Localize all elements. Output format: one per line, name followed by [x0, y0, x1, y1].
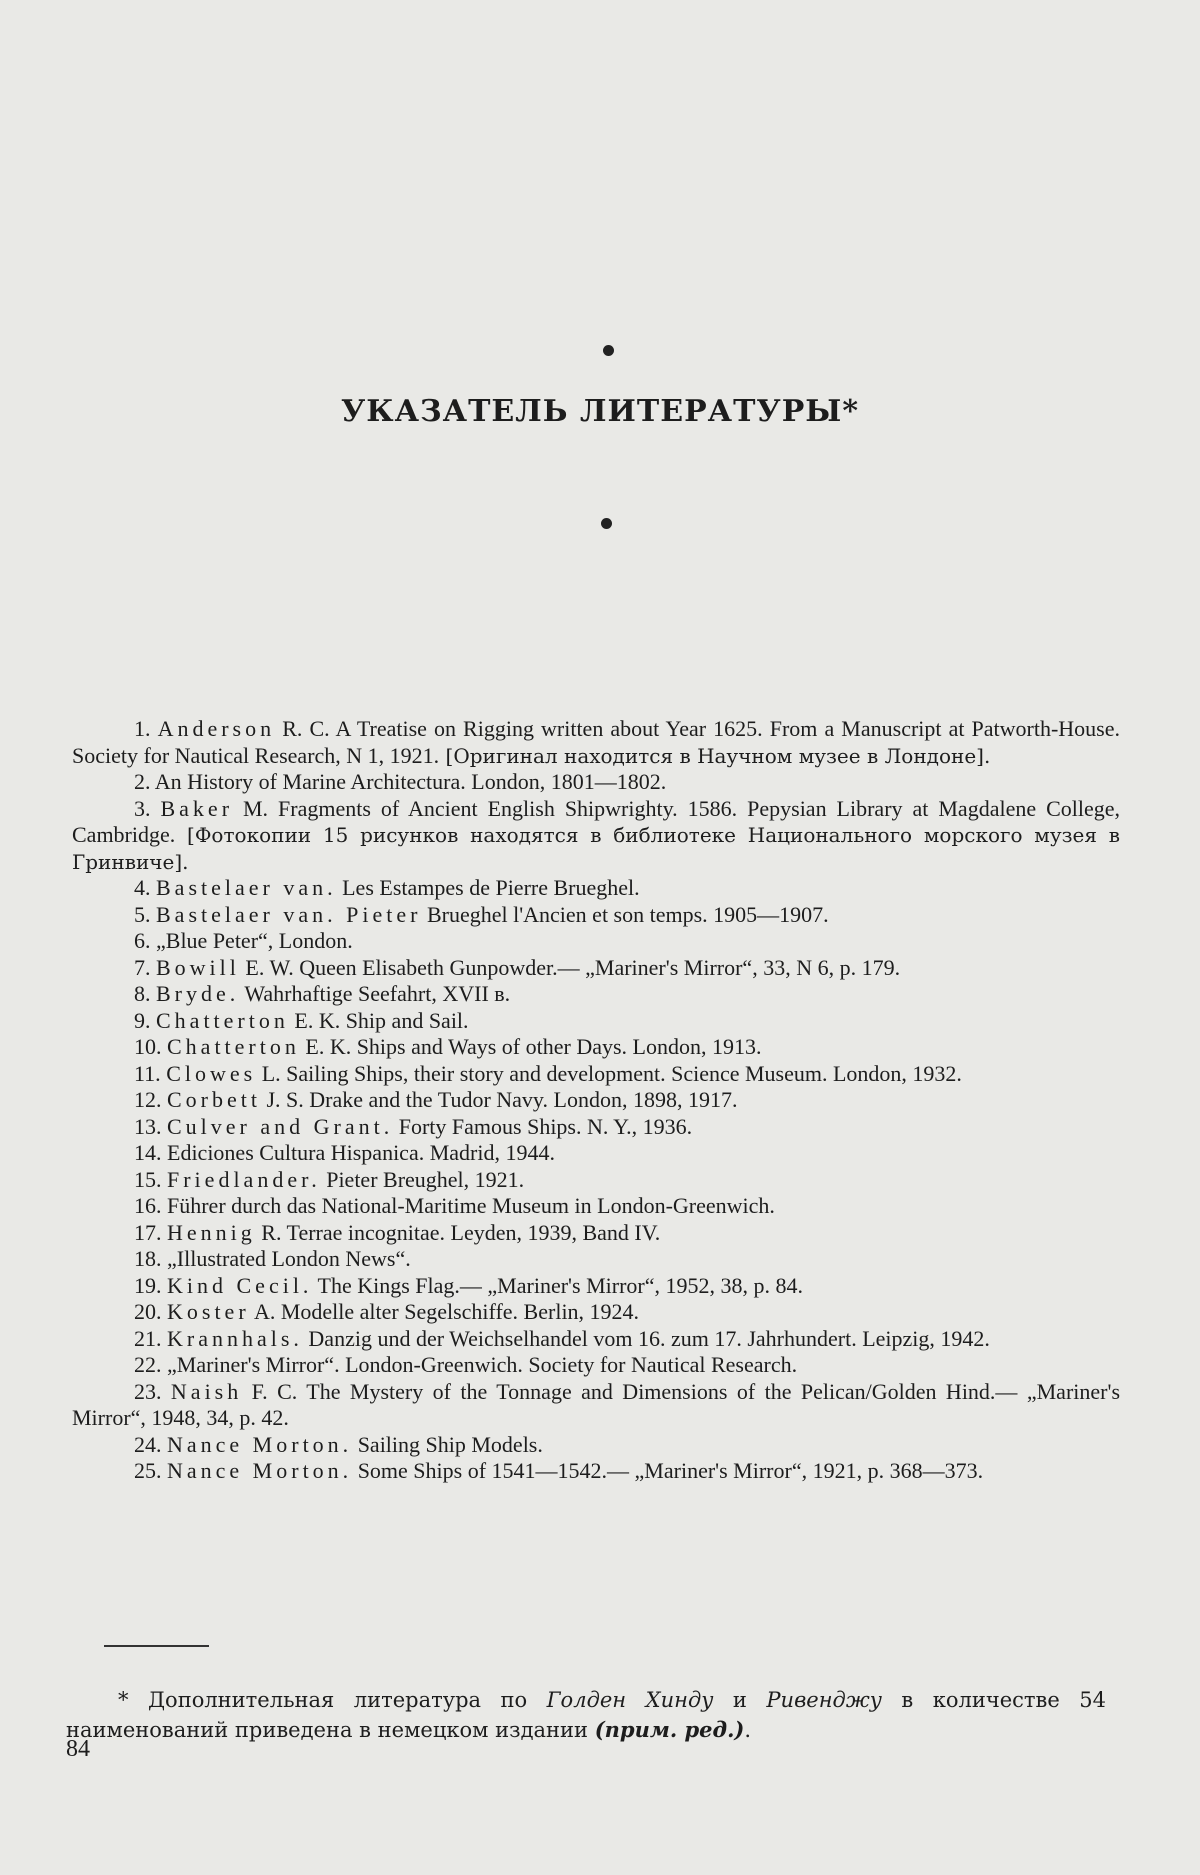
entry-text: An History of Marine Architectura. London, 1801—1802.	[154, 769, 667, 794]
entry-text: E. K. Ship and Sail.	[288, 1007, 469, 1033]
entry-number: 10.	[134, 1034, 162, 1059]
entry-author: Culver and Grant.	[167, 1113, 394, 1139]
entry-text: Führer durch das National-Maritime Museum in London-Greenwich.	[167, 1193, 775, 1218]
entry-author: Chatterton	[167, 1034, 300, 1059]
entry-text: „Mariner's Mirror“. London-Greenwich. Society for Nautical Research.	[167, 1352, 798, 1377]
bibliography-entry	[72, 1008, 1120, 1035]
bibliography-entry	[72, 1167, 1120, 1194]
entry-author: Nance Morton.	[167, 1458, 353, 1483]
entry-number: 20.	[134, 1299, 162, 1324]
entry-number: 24.	[134, 1431, 162, 1457]
footnote-text: .	[744, 1718, 752, 1742]
entry-note: [Оригинал находится в Научном музее в Лондоне].	[439, 743, 991, 768]
bibliography-entry	[72, 1140, 1120, 1167]
entry-text: The Kings Flag.— „Mariner's Mirror“, 1952, 38, p. 84.	[312, 1272, 803, 1298]
bibliography-entry	[72, 1299, 1120, 1326]
entry-author: Bastelaer van.	[156, 875, 337, 900]
entry-text: Ediciones Cultura Hispanica. Madrid, 1944.	[167, 1140, 555, 1165]
bibliography-entry	[72, 981, 1120, 1008]
entry-number: 8.	[134, 981, 151, 1006]
entry-text: Danzig und der Weichselhandel vom 16. zum 17. Jahrhundert. Leipzig, 1942.	[302, 1325, 990, 1351]
bibliography-entry	[72, 955, 1120, 982]
entry-author: Hennig	[167, 1219, 256, 1245]
entry-author: Krannhals.	[167, 1325, 303, 1351]
bibliography-entry	[72, 1220, 1120, 1247]
entry-text: „Blue Peter“, London.	[156, 928, 353, 953]
entry-text: M. Fragments of Ancient English Shipwrighty. 1586. Pepysian Library at Magdalene College, Cambridge.	[72, 795, 1121, 847]
entry-number: 13.	[134, 1113, 162, 1139]
entry-author: Corbett	[167, 1087, 261, 1112]
entry-number: 2.	[134, 769, 151, 794]
entry-text: Les Estampes de Pierre Brueghel.	[336, 875, 640, 900]
entry-text: A. Modelle alter Segelschiffe. Berlin, 1924.	[249, 1299, 640, 1324]
entry-text: Forty Famous Ships. N. Y., 1936.	[393, 1113, 693, 1139]
bibliography-entry	[72, 1114, 1120, 1141]
bibliography-entry	[72, 1273, 1120, 1300]
bibliography-entry	[72, 928, 1120, 955]
entry-number: 5.	[134, 901, 151, 927]
bibliography-entry	[72, 1458, 1120, 1485]
entry-number: 3.	[134, 795, 151, 821]
ornament-dot-top	[603, 345, 614, 356]
bibliography-entry	[72, 875, 1120, 902]
entry-text: „Illustrated London News“.	[167, 1246, 411, 1271]
entry-number: 22.	[134, 1352, 162, 1377]
entry-author: Naish	[170, 1378, 243, 1404]
entry-note: [Фотокопии 15 рисунков находятся в библиотеке Национального морского музея в Гринвиче].	[72, 823, 1120, 874]
bibliography-list	[72, 716, 1120, 1485]
bibliography-entry	[72, 1326, 1120, 1353]
entry-author: Baker	[160, 795, 234, 821]
page-number: 84	[66, 1736, 90, 1762]
entry-author: Bowill	[156, 954, 240, 980]
entry-text: J. S. Drake and the Tudor Navy. London, 1898, 1917.	[261, 1087, 738, 1112]
entry-text: R. Terrae incognitae. Leyden, 1939, Band IV.	[255, 1219, 661, 1245]
entry-number: 4.	[134, 875, 151, 900]
footnote-text: и	[713, 1688, 767, 1712]
entry-number: 25.	[134, 1458, 162, 1483]
bibliography-entry	[72, 1087, 1120, 1114]
entry-author: Koster	[167, 1299, 250, 1324]
entry-text: F. C. The Mystery of the Tonnage and Dimensions of the Pelican/Golden Hind.— „Mariner's Mirror“, 1948, 34, p. 42.	[72, 1378, 1121, 1430]
entry-author: Clowes	[166, 1060, 257, 1086]
entry-number: 18.	[134, 1246, 162, 1271]
ornament-dot-bottom	[601, 518, 612, 529]
entry-number: 14.	[134, 1140, 162, 1165]
entry-number: 7.	[134, 954, 151, 980]
footnote-italic-golden-hind: Голден Хинду	[546, 1688, 714, 1712]
footnote	[66, 1686, 1106, 1745]
entry-text: R. C. A Treatise on Rigging written about Year 1625. From a Manuscript at Patworth-House. Society for Nautical Research, N 1, 1921.	[72, 716, 1121, 768]
entry-number: 23.	[134, 1378, 162, 1404]
entry-author: Kind Cecil.	[167, 1272, 313, 1298]
page-title: УКАЗАТЕЛЬ ЛИТЕРАТУРЫ*	[340, 394, 860, 429]
entry-author: Bastelaer van. Pieter	[156, 901, 422, 927]
bibliography-entry	[72, 796, 1120, 876]
entry-text: Sailing Ship Models.	[352, 1431, 543, 1457]
entry-author: Nance Morton.	[167, 1431, 353, 1457]
footnote-text: в количестве 54 наименований приведена в немецком издании	[66, 1688, 1106, 1742]
footnote-divider	[104, 1645, 209, 1647]
entry-number: 16.	[134, 1193, 162, 1218]
footnote-text: * Дополнительная литература по	[118, 1688, 547, 1712]
entry-author: Bryde.	[156, 981, 240, 1006]
bibliography-entry	[72, 1246, 1120, 1273]
entry-text: E. W. Queen Elisabeth Gunpowder.— „Mariner's Mirror“, 33, N 6, p. 179.	[239, 954, 901, 980]
entry-author: Friedlander.	[167, 1166, 321, 1192]
entry-number: 1.	[134, 716, 151, 741]
entry-number: 17.	[134, 1219, 162, 1245]
bibliography-entry	[72, 1432, 1120, 1459]
bibliography-entry	[72, 1061, 1120, 1088]
entry-number: 12.	[134, 1087, 162, 1112]
bibliography-entry	[72, 902, 1120, 929]
entry-author: Chatterton	[156, 1007, 289, 1033]
entry-text: L. Sailing Ships, their story and development. Science Museum. London, 1932.	[256, 1060, 962, 1086]
bibliography-entry	[72, 1379, 1120, 1432]
bibliography-entry	[72, 769, 1120, 796]
footnote-italic-revenge: Ривенджу	[766, 1688, 882, 1712]
entry-text: Pieter Breughel, 1921.	[320, 1166, 525, 1192]
bibliography-entry	[72, 1034, 1120, 1061]
entry-number: 19.	[134, 1272, 162, 1298]
entry-number: 21.	[134, 1325, 162, 1351]
entry-author: Anderson	[157, 716, 276, 741]
entry-text: Brueghel l'Ancien et son temps. 1905—1907.	[421, 901, 829, 927]
footnote-editor-note: (прим. ред.)	[594, 1717, 745, 1742]
bibliography-entry	[72, 1352, 1120, 1379]
entry-text: Some Ships of 1541—1542.— „Mariner's Mirror“, 1921, p. 368—373.	[352, 1458, 984, 1483]
entry-number: 6.	[134, 928, 151, 953]
bibliography-entry	[72, 1193, 1120, 1220]
entry-number: 11.	[134, 1060, 161, 1086]
bibliography-entry	[72, 716, 1120, 769]
entry-text: E. K. Ships and Ways of other Days. London, 1913.	[299, 1034, 762, 1059]
entry-number: 9.	[134, 1007, 151, 1033]
entry-text: Wahrhaftige Seefahrt, XVII в.	[239, 981, 511, 1006]
entry-number: 15.	[134, 1166, 162, 1192]
